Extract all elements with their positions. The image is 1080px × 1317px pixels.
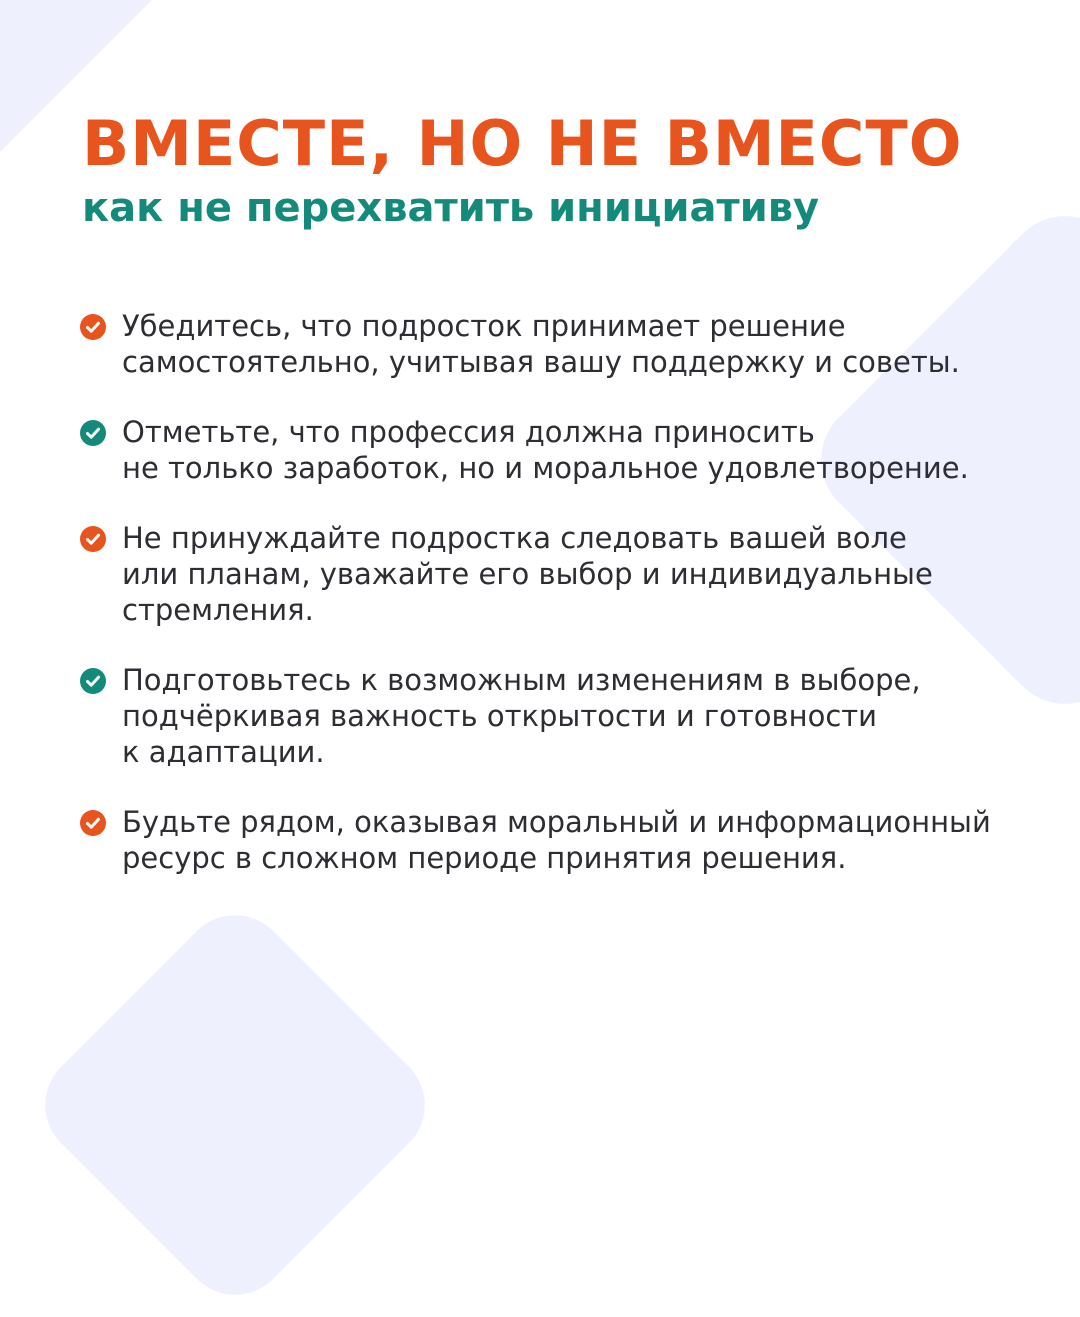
list-item xyxy=(80,520,1040,628)
list-item xyxy=(80,804,1040,876)
tips-list xyxy=(80,308,1040,910)
list-item-text: Будьте рядом, оказывая моральный и информационный ресурс в сложном периоде принятия решения. xyxy=(122,805,991,875)
list-item xyxy=(80,308,1040,380)
header xyxy=(82,108,1042,232)
check-circle-icon xyxy=(80,314,106,340)
check-circle-icon xyxy=(80,810,106,836)
check-circle-icon xyxy=(80,526,106,552)
list-item-text: Отметьте, что профессия должна приносить не только заработок, но и моральное удовлетворение. xyxy=(122,415,969,485)
page-subtitle: как не перехватить инициативу xyxy=(82,185,820,231)
list-item xyxy=(80,414,1040,486)
list-item-text: Убедитесь, что подросток принимает решение самостоятельно, учитывая вашу поддержку и советы. xyxy=(122,309,960,379)
background-shape-bottom xyxy=(23,893,447,1317)
list-item-text: Подготовьтесь к возможным изменениям в выборе, подчёркивая важность открытости и готовности к адаптации. xyxy=(122,663,921,769)
list-item-text: Не принуждайте подростка следовать вашей воле или планам, уважайте его выбор и индивидуальные стремления. xyxy=(122,521,933,627)
page-title: ВМЕСТЕ, НО НЕ ВМЕСТО xyxy=(82,107,963,180)
list-item xyxy=(80,662,1040,770)
check-circle-icon xyxy=(80,668,106,694)
check-circle-icon xyxy=(80,420,106,446)
